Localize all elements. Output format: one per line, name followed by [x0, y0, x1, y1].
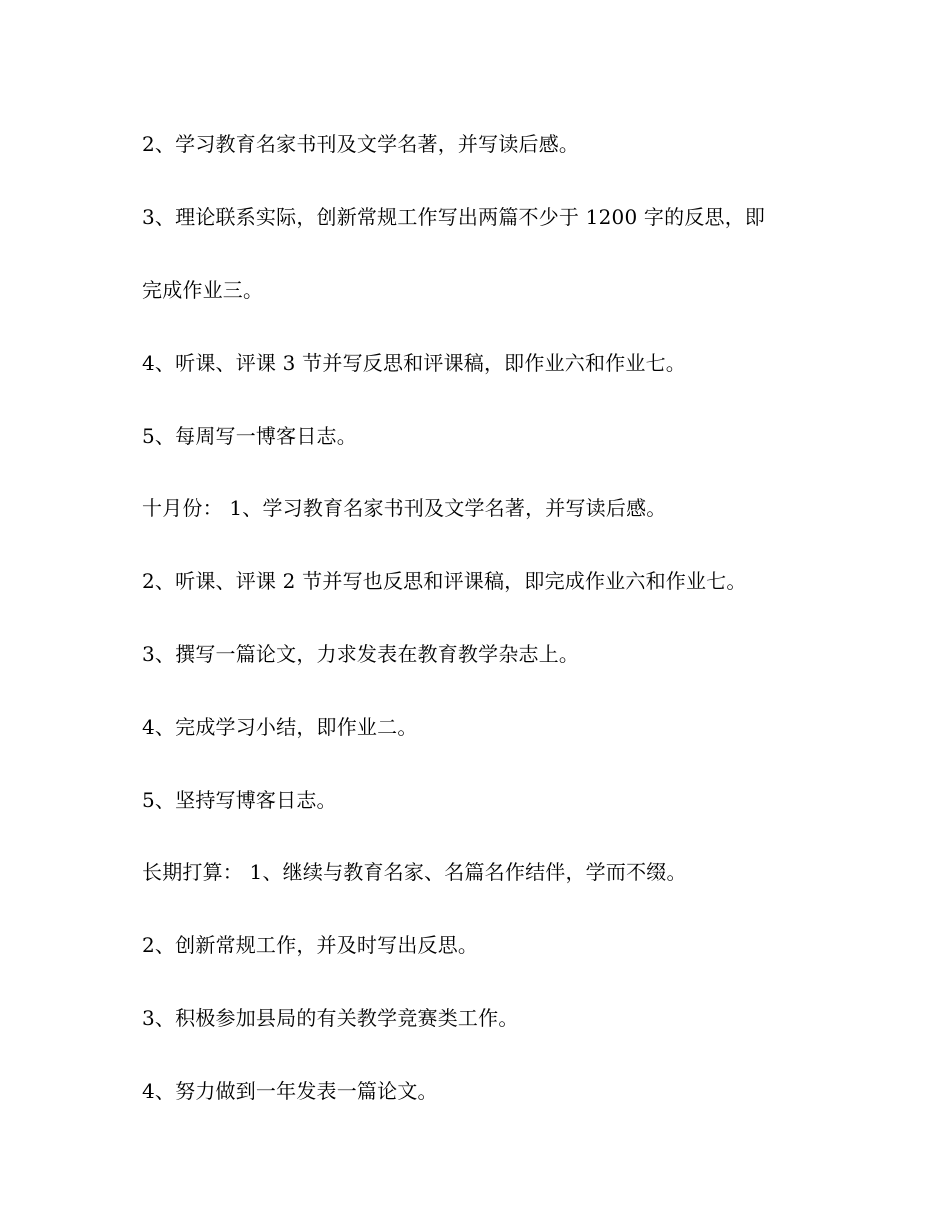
text-line-5: 5、每周写一博客日志。: [142, 424, 357, 448]
text-line-2: 3、理论联系实际，创新常规工作写出两篇不少于 1200 字的反思，即: [142, 205, 766, 229]
text-line-7: 2、听课、评课 2 节并写也反思和评课稿，即完成作业六和作业七。: [142, 569, 747, 593]
text-line-4: 4、听课、评课 3 节并写反思和评课稿，即作业六和作业七。: [142, 351, 686, 375]
text-line-12: 2、创新常规工作，并及时写出反思。: [142, 933, 479, 957]
text-line-8: 3、撰写一篇论文，力求发表在教育教学杂志上。: [142, 642, 580, 666]
text-line-1: 2、学习教育名家书刊及文学名著，并写读后感。: [142, 132, 580, 156]
text-line-11: 长期打算： 1、继续与教育名家、名篇名作结伴，学而不缀。: [142, 860, 687, 884]
text-line-6: 十月份： 1、学习教育名家书刊及文学名著，并写读后感。: [142, 496, 667, 520]
text-line-14: 4、努力做到一年发表一篇论文。: [142, 1079, 438, 1103]
text-line-13: 3、积极参加县局的有关教学竞赛类工作。: [142, 1006, 519, 1030]
text-line-10: 5、坚持写博客日志。: [142, 788, 337, 812]
text-line-3: 完成作业三。: [142, 278, 264, 302]
text-line-9: 4、完成学习小结，即作业二。: [142, 715, 418, 739]
